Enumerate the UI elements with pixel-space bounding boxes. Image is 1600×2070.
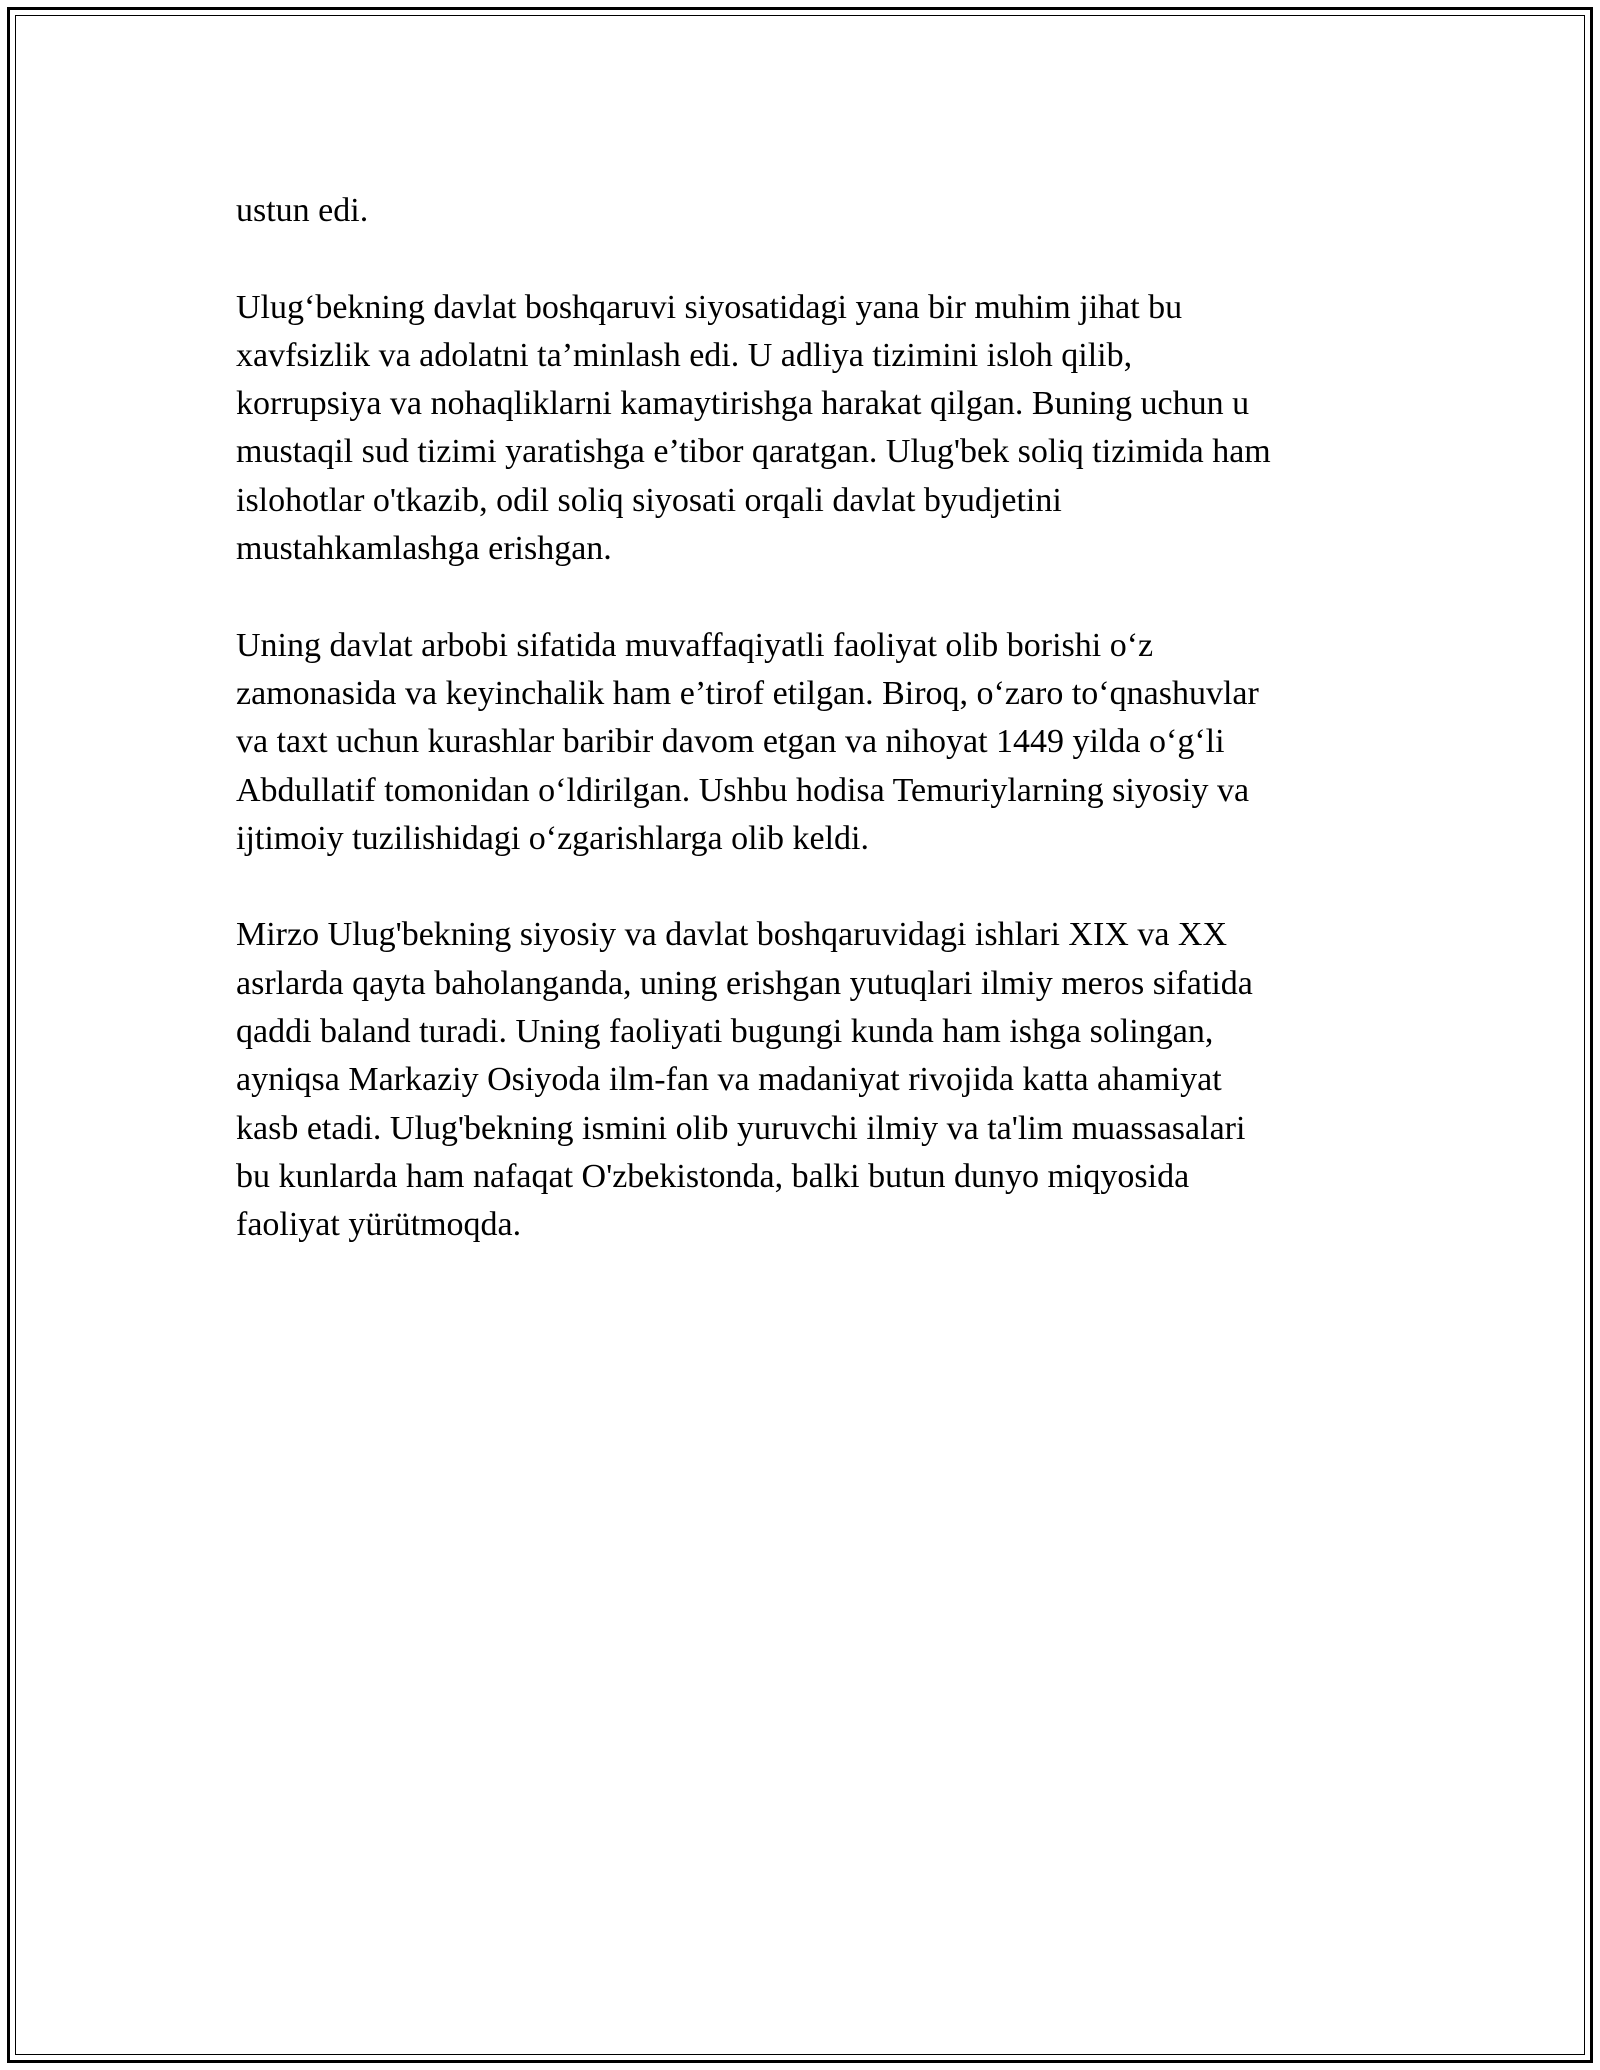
text-line: ayniqsa Markaziy Osiyoda ilm-fan va madaniyat rivojida katta ahamiyat xyxy=(236,1061,1222,1099)
text-line: korrupsiya va nohaqliklarni kamaytirishga harakat qilgan. Buning uchun u xyxy=(236,385,1250,423)
text-line: mustaqil sud tizimi yaratishga e’tibor qaratgan. Ulug'bek soliq tizimida ham xyxy=(236,433,1271,471)
text-line: Abdullatif tomonidan o‘ldirilgan. Ushbu hodisa Temuriylarning siyosiy va xyxy=(236,771,1250,809)
text-line: zamonasida va keyinchalik ham e’tirof etilgan. Biroq, o‘zaro to‘qnashuvlar xyxy=(236,674,1259,712)
text-line: Mirzo Ulug'bekning siyosiy va davlat boshqaruvidagi ishlari XIX va XX xyxy=(236,916,1228,954)
paragraph-2 xyxy=(236,284,1366,574)
text-line: xavfsizlik va adolatni ta’minlash edi. U adliya tizimini isloh qilib, xyxy=(236,336,1133,374)
text-line: faoliyat yürütmoqda. xyxy=(236,1206,522,1244)
text-line: bu kunlarda ham nafaqat O'zbekistonda, balki butun dunyo miqyosida xyxy=(236,1157,1190,1195)
text-line: Ulug‘bekning davlat boshqaruvi siyosatidagi yana bir muhim jihat bu xyxy=(236,288,1183,326)
text-line: mustahkamlashga erishgan. xyxy=(236,530,612,568)
text-line: ijtimoiy tuzilishidagi o‘zgarishlarga olib keldi. xyxy=(236,819,869,857)
text-line: qaddi baland turadi. Uning faoliyati bugungi kunda ham ishga solingan, xyxy=(236,1013,1214,1051)
paragraph-1 xyxy=(236,187,1366,235)
document-body xyxy=(236,187,1366,1298)
text-line: asrlarda qayta baholanganda, uning erishgan yutuqlari ilmiy meros sifatida xyxy=(236,964,1253,1002)
paragraph-3 xyxy=(236,622,1366,863)
text-line: kasb etadi. Ulug'bekning ismini olib yuruvchi ilmiy va ta'lim muassasalari xyxy=(236,1109,1246,1147)
text-line: ustun edi. xyxy=(236,192,369,229)
text-line: islohotlar o'tkazib, odil soliq siyosati orqali davlat byudjetini xyxy=(236,481,1062,519)
text-line: Uning davlat arbobi sifatida muvaffaqiyatli faoliyat olib borishi o‘z xyxy=(236,626,1154,664)
paragraph-4 xyxy=(236,911,1366,1249)
text-line: va taxt uchun kurashlar baribir davom etgan va nihoyat 1449 yilda o‘g‘li xyxy=(236,723,1225,761)
